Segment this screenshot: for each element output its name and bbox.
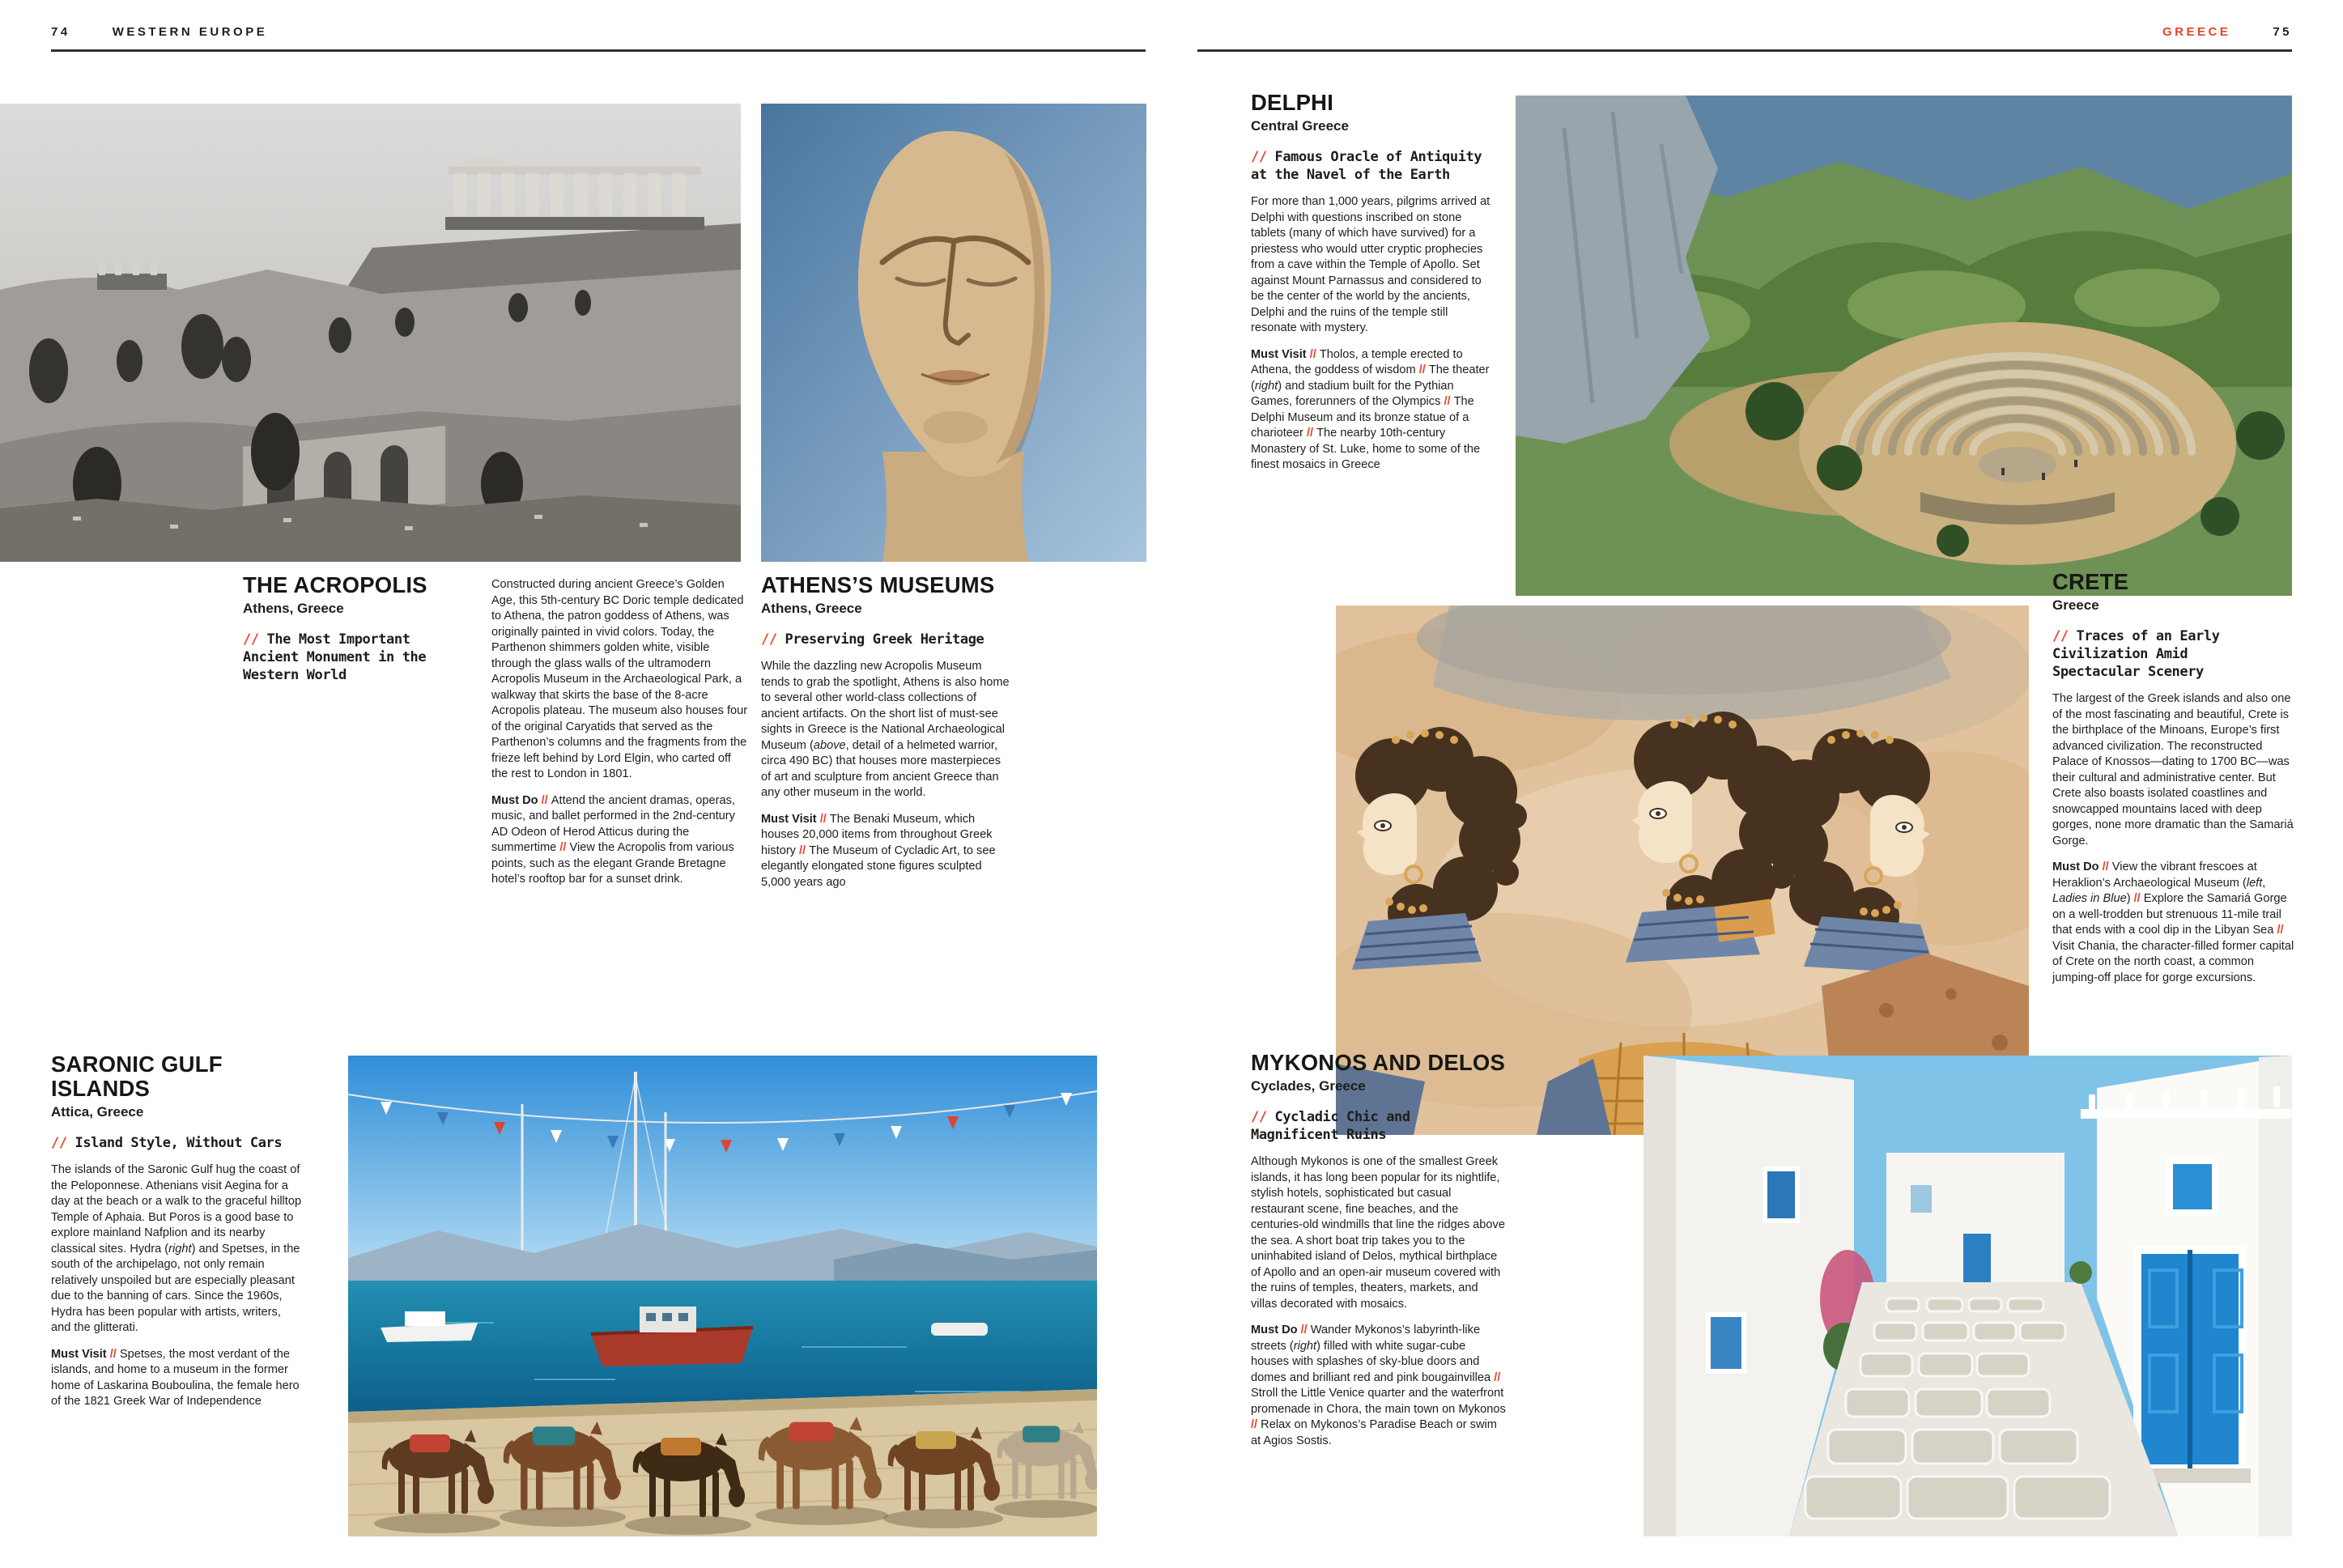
article-title: ATHENS’S MUSEUMS [761,572,995,597]
article-tagline: // The Most Important Ancient Monument in the Western World [243,631,427,683]
article-title: MYKONOS AND DELOS [1251,1050,1506,1075]
article-location: Athens, Greece [761,601,862,616]
page-number-left: 74 [51,25,70,39]
article-title: CRETE [2052,569,2129,594]
marble-head-illustration [761,104,1146,562]
article-title: SARONIC GULF ISLANDS [51,1052,223,1101]
photo-marble-head [761,104,1146,562]
article-location: Cyclades, Greece [1251,1078,1366,1094]
article-museums [761,573,1010,890]
article-paragraph: The largest of the Greek islands and also one of the most fascinating and beautiful, Crete is the birthplace of the Minoans, Europe’s first advanced civilization. The reconstructed Palace of Knossos—dating to 1700 BC—was their cultural and administrative center. But Crete also boasts isolated coastlines and snowcapped mountains laced with deep gorges, none more dramatic than the Samariá Gorge. [2052,692,2294,848]
article-paragraph: The islands of the Saronic Gulf hug the coast of the Peloponnese. Athenians visit Aegina for a day at the beach or a walk to the graceful hilltop Temple of Aphaia. But Poros is a good base to explore mainland Nafplion and its nearby classical sites. Hydra (right) and Spetses, in the south of the archipelago, not only remain relatively unspoiled but are especially pleasant due to the banning of cars. Since the 1960s, Hydra has been popular with artists, writers, and the glitterati. [51,1163,302,1334]
article-paragraph: Although Mykonos is one of the smallest Greek islands, it has long been popular for its nightlife, stylish hotels, sophisticated but casual restaurant scene, fine beaches, and the centuries-old windmills that line the ridges above the sea. A short boat trip takes you to the uninhabited island of Delos, mythical birthplace of Apollo and an open-air museum covered with the ruins of temples, theaters, markets, and villas decorated with mosaics. [1251,1155,1505,1311]
article-paragraph: Constructed during ancient Greece’s Golden Age, this 5th-century BC Doric temple dedicated to Athena, the patron goddess of Athens, was originally painted in vivid colors. Today, the Parthenon shimmers golden white, visible through the glass walls of the ultramodern Acropolis Museum in the Archaeological Park, a walkway that skirts the base of the 8-acre Acropolis plateau. The museum also houses four of the original Caryatids that served as the Parthenon’s columns and the fragments from the frieze left behind by Lord Elgin, who carted off the rest to London in 1801. [491,578,748,780]
photo-mykonos-street [1644,1056,2292,1536]
article-paragraph: Must Do // View the vibrant frescoes at Heraklion’s Archaeological Museum (left, Ladies in Blue) // Explore the Samariá Gorge on a well-trodden but strenuous 11-mile trail that ends with a cool dip in the Libyan Sea // Visit Chania, the character-filled former capital of Crete on the north coast, a common jumping-off place for gorge excursions. [2052,860,2294,984]
article-paragraph: Must Visit // The Benaki Museum, which houses 20,000 items from throughout Greek history // The Museum of Cycladic Art, to see elegantly elongated stone figures sculpted 5,000 years ago [761,812,996,889]
article-paragraph: Must Visit // Spetses, the most verdant of the islands, and home to a museum in the former home of Laskarina Bouboulina, the female hero of the 1821 Greek War of Independence [51,1347,300,1408]
article-tagline: // Preserving Greek Heritage [761,631,984,648]
article-tagline: // Island Style, Without Cars [51,1135,283,1151]
article-crete [2052,570,2297,986]
section-label-left: WESTERN EUROPE [112,25,268,39]
article-location: Attica, Greece [51,1104,144,1120]
acropolis-illustration [0,104,741,562]
article-acropolis-heading [243,573,452,684]
article-paragraph: Must Do // Attend the ancient dramas, operas, music, and ballet performed in the 2nd-century AD Odeon of Herod Atticus during the summertime // View the Acropolis from various points, such as the elegant Grande Bretagne hotel’s rooftop bar for a sunset drink. [491,793,735,886]
section-label-right: GREECE [2162,25,2231,39]
header-rule-left [51,49,1146,52]
article-location: Central Greece [1251,118,1349,134]
photo-delphi-theater [1516,96,2292,596]
mykonos-illustration [1644,1056,2292,1536]
article-tagline: // Famous Oracle of Antiquity at the Navel of the Earth [1251,149,1482,183]
article-paragraph: Must Visit // Tholos, a temple erected to Athena, the goddess of wisdom // The theater (right) and stadium built for the Pythian Games, forerunners of the Olympics // The Delphi Museum and its bronze statue of a charioteer // The nearby 10th-century Monastery of St. Luke, home to some of the finest mosaics in Greece [1251,347,1490,471]
delphi-illustration [1516,96,2292,596]
article-tagline: // Traces of an Early Civilization Amid Spectacular Scenery [2052,628,2220,680]
header-rule-right [1197,49,2292,52]
hydra-illustration [348,1056,1097,1536]
article-location: Athens, Greece [243,601,344,616]
article-mykonos [1251,1051,1506,1449]
page-number-right: 75 [2273,25,2292,39]
article-paragraph: While the dazzling new Acropolis Museum tends to grab the spotlight, Athens is also home to several other world-class collections of ancient artifacts. On the short list of must-see sights in Greece is the National Archaeological Museum (above, detail of a helmeted warrior, circa 490 BC) that houses more masterpieces of art and sculpture from ancient Greece than any other museum in the world. [761,660,1010,799]
article-paragraph: For more than 1,000 years, pilgrims arrived at Delphi with questions inscribed on stone tablets (many of which have survived) for a priestess who would utter cryptic prophecies from a cave within the Temple of Apollo. Set against Mount Parnassus and considered to be the center of the world by the ancients, Delphi and the ruins of the temple still resonate with mystery. [1251,195,1490,334]
article-location: Greece [2052,597,2099,613]
running-head-right [2162,25,2292,40]
article-saronic [51,1052,302,1410]
article-paragraph: Must Do // Wander Mykonos’s labyrinth-like streets (right) filled with white sugar-cube houses with splashes of sky-blue doors and domes and brilliant red and pink bougainvillea // Stroll the Little Venice quarter and the waterfront promenade in Chora, the main town on Mykonos // Relax on Mykonos’s Paradise Beach or swim at Agios Sostis. [1251,1324,1506,1447]
article-title: THE ACROPOLIS [243,572,427,597]
photo-acropolis-bw [0,104,741,562]
article-tagline: // Cycladic Chic and Magnificent Ruins [1251,1109,1410,1143]
article-acropolis-body [491,567,749,888]
article-delphi [1251,91,1494,474]
running-head-left [51,25,267,40]
photo-hydra-harbor [348,1056,1097,1536]
article-title: DELPHI [1251,90,1334,115]
